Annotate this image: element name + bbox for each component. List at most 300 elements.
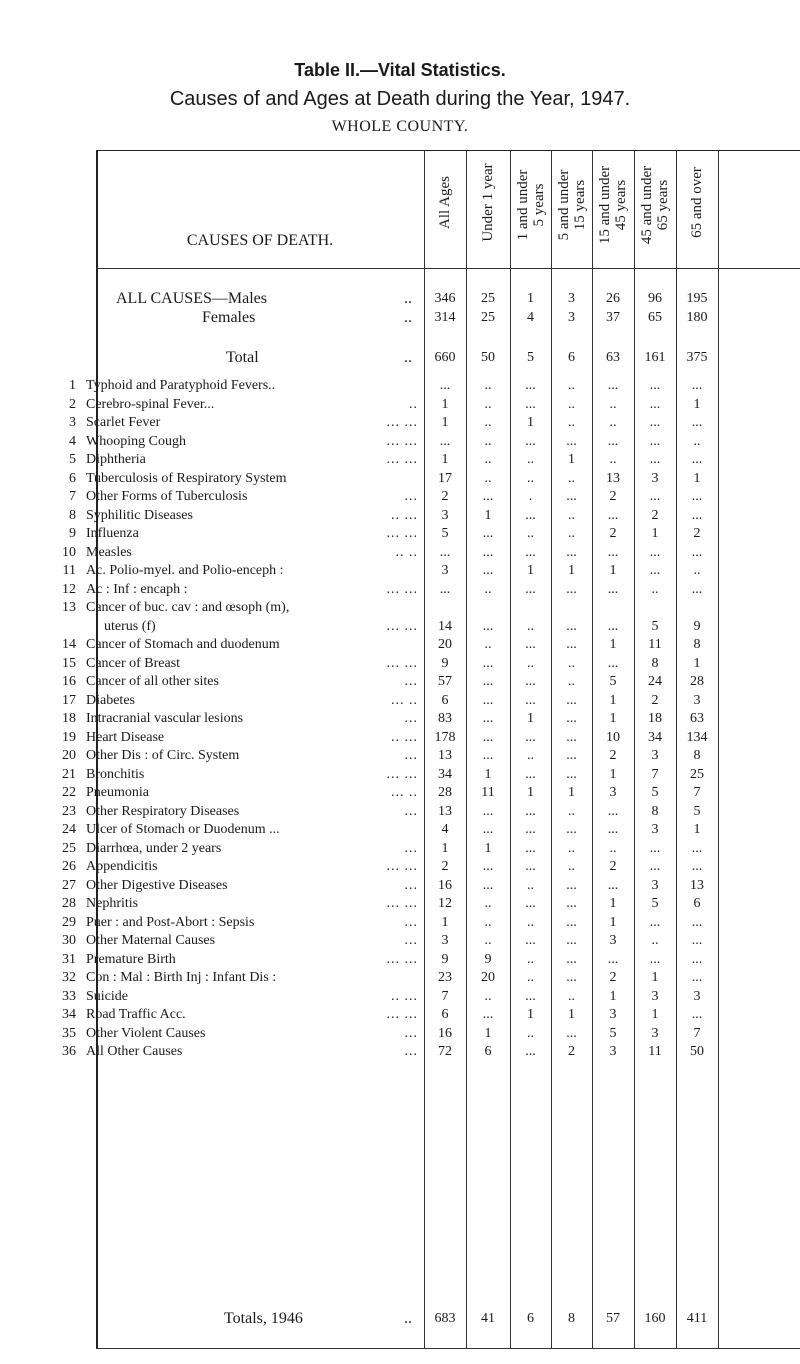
table-cell: ... [607, 878, 619, 893]
cause-label: Diabetes [86, 693, 135, 708]
table-cell: .. [484, 378, 492, 393]
cause-label: Other Forms of Tuberculosis [86, 489, 248, 504]
cause-label: Syphilitic Diseases [86, 508, 193, 523]
cause-label: Suicide [86, 989, 128, 1004]
table-cell: ... [525, 841, 536, 856]
row-number: 27 [62, 878, 76, 893]
table-cell: ... [482, 693, 494, 708]
table-cell: ... [566, 896, 577, 911]
table-cell: ... [649, 841, 661, 856]
row-number: 6 [69, 471, 76, 486]
table-cell: 1 [609, 915, 617, 930]
table-cell: 3 [568, 291, 575, 306]
summary-row-dots: .. [404, 309, 412, 326]
table-cell: 13 [438, 748, 452, 763]
table-cell: 13 [606, 471, 620, 486]
table-cell: 1 [609, 637, 617, 652]
table-cell: ... [525, 822, 536, 837]
table-cell: ... [566, 767, 577, 782]
leader-dots: ... .. [391, 785, 418, 800]
table-cell: 4 [527, 310, 534, 325]
table-cell: 3 [693, 693, 701, 708]
table-cell: .. [693, 434, 701, 449]
table-cell: .. [527, 915, 534, 930]
cause-label: Other Violent Causes [86, 1026, 206, 1041]
table-cell: ... [607, 582, 619, 597]
table-cell: .. [527, 526, 534, 541]
table-cell: 411 [686, 1311, 708, 1326]
table-cell: .. [484, 896, 492, 911]
table-cell: .. [527, 970, 534, 985]
age-column-header: Under 1 year [480, 163, 496, 242]
table-cell: 14 [438, 619, 452, 634]
row-number: 31 [62, 952, 76, 967]
table-cell: 9 [484, 952, 492, 967]
table-cell: 96 [648, 291, 662, 306]
table-cell: ... [691, 378, 703, 393]
table-cell: 195 [686, 291, 708, 306]
totals-1946-label: Totals, 1946 [224, 1310, 303, 1327]
row-number: 33 [62, 989, 76, 1004]
summary-row-dots: .. [404, 349, 412, 366]
table-cell: .. [484, 397, 492, 412]
table-cell: 6 [484, 1044, 492, 1059]
summary-row-label: Females [202, 309, 256, 326]
table-cell: 5 [527, 350, 534, 365]
table-cell: ... [566, 619, 577, 634]
table-cell: 2 [693, 526, 701, 541]
table-cell: ... [607, 656, 619, 671]
table-cell: ... [607, 378, 619, 393]
table-cell: 13 [438, 804, 452, 819]
table-cell: ... [439, 434, 451, 449]
table-cell: 5 [609, 1026, 617, 1041]
table-cell: ... [482, 674, 494, 689]
table-cell: ... [566, 434, 577, 449]
table-cell: ... [566, 711, 577, 726]
leader-dots: ... .. [391, 693, 418, 708]
row-number: 15 [62, 656, 76, 671]
table-cell: 1 [441, 841, 449, 856]
table-cell: 1 [568, 563, 575, 578]
table-cell: ... [482, 711, 494, 726]
table-cell: 3 [609, 785, 617, 800]
table-cell: 25 [690, 767, 704, 782]
table-cell: 20 [438, 637, 452, 652]
row-number: 25 [62, 841, 76, 856]
table-cell: 180 [686, 310, 708, 325]
table-cell: ... [691, 415, 703, 430]
table-cell: ... [691, 1007, 703, 1022]
table-cell: ... [691, 508, 703, 523]
table-cell: 50 [481, 350, 495, 365]
table-cell: 3 [568, 310, 575, 325]
table-cell: 3 [651, 471, 659, 486]
table-cell: 1 [441, 397, 449, 412]
cause-label: Premature Birth [86, 952, 176, 967]
leader-dots: ... ... [386, 415, 418, 430]
table-cell: ... [482, 859, 494, 874]
leader-dots: ... [404, 674, 418, 689]
table-cell: 2 [609, 859, 617, 874]
row-number: 17 [62, 693, 76, 708]
table-cell: 83 [438, 711, 452, 726]
row-number: 30 [62, 933, 76, 948]
table-cell: 5 [651, 896, 659, 911]
cause-label: Cancer of all other sites [86, 674, 219, 689]
table-cell: ... [566, 952, 577, 967]
table-cell: .. [484, 933, 492, 948]
table-cell: 1 [527, 711, 534, 726]
leader-dots: ... ... [386, 1007, 418, 1022]
cause-label: Typhoid and Paratyphoid Fevers.. [86, 378, 276, 393]
table-cell: ... [607, 804, 619, 819]
table-cell: 1 [609, 767, 617, 782]
table-cell: ... [482, 804, 494, 819]
table-cell: ... [525, 397, 536, 412]
row-number: 24 [62, 822, 76, 837]
table-cell: .. [609, 452, 617, 467]
table-cell: .. [527, 878, 534, 893]
table-cell: 161 [644, 350, 666, 365]
cause-label: Ulcer of Stomach or Duodenum ... [86, 822, 280, 837]
table-cell: . [528, 489, 533, 504]
table-cell: .. [527, 656, 534, 671]
leader-dots: ... [404, 1026, 418, 1041]
table-cell: 1 [484, 508, 492, 523]
table-cell: .. [568, 804, 575, 819]
table-cell: 1 [609, 989, 617, 1004]
table-cell: .. [568, 841, 575, 856]
row-number: 3 [69, 415, 76, 430]
table-cell: 6 [568, 350, 575, 365]
cause-label: Nephritis [86, 896, 139, 911]
table-cell: 1 [527, 415, 534, 430]
cause-label: Bronchitis [86, 767, 145, 782]
table-cell: 6 [441, 1007, 449, 1022]
leader-dots: .. ... [391, 508, 418, 523]
table-cell: 2 [609, 489, 617, 504]
table-cell: .. [527, 471, 534, 486]
cause-label: Diarrhœa, under 2 years [86, 841, 222, 856]
table-cell: .. [484, 434, 492, 449]
leader-dots: .. .. [395, 545, 418, 560]
table-cell: ... [525, 767, 536, 782]
table-cell: 1 [441, 915, 449, 930]
cause-label: Cancer of buc. cav : and œsoph (m), [86, 600, 290, 615]
table-cell: 37 [606, 310, 620, 325]
table-cell: ... [691, 452, 703, 467]
row-number: 9 [69, 526, 76, 541]
table-cell: ... [649, 859, 661, 874]
table-cell: .. [527, 1026, 534, 1041]
table-cell: 1 [484, 1026, 492, 1041]
totals-1946-dots: .. [404, 1310, 412, 1327]
table-cell: ... [649, 378, 661, 393]
table-cell: 3 [609, 1044, 617, 1059]
leader-dots: ... ... [386, 582, 418, 597]
summary-row-label: ALL CAUSES—Males [116, 290, 267, 307]
leader-dots: ... ... [386, 656, 418, 671]
table-cell: ... [691, 915, 703, 930]
table-cell: ... [482, 563, 494, 578]
area-label: WHOLE COUNTY. [331, 118, 469, 135]
table-cell: 1 [568, 785, 575, 800]
row-number: 7 [69, 489, 76, 504]
table-cell: ... [649, 489, 661, 504]
table-cell: 1 [693, 397, 701, 412]
table-cell: 3 [693, 989, 701, 1004]
table-cell: 2 [651, 693, 659, 708]
table-cell: ... [566, 637, 577, 652]
row-number: 22 [62, 785, 76, 800]
table-cell: ... [566, 1026, 577, 1041]
cause-label: Ac : Inf : encaph : [86, 582, 188, 597]
table-cell: 1 [441, 452, 449, 467]
leader-dots: ... [404, 1044, 418, 1059]
table-cell: 375 [686, 350, 708, 365]
table-cell: 26 [606, 291, 620, 306]
table-cell: .. [527, 619, 534, 634]
table-cell: ... [482, 878, 494, 893]
table-cell: 10 [606, 730, 620, 745]
table-cell: 1 [527, 1007, 534, 1022]
row-number: 36 [62, 1044, 76, 1059]
table-cell: .. [568, 656, 575, 671]
table-cell: ... [649, 915, 661, 930]
table-cell: 5 [651, 619, 659, 634]
leader-dots: .. ... [391, 989, 418, 1004]
table-cell: 9 [441, 952, 449, 967]
table-cell: 11 [648, 1044, 662, 1059]
table-cell: 7 [693, 785, 701, 800]
table-cell: ... [566, 730, 577, 745]
leader-dots: ... ... [386, 767, 418, 782]
table-cell: ... [607, 434, 619, 449]
table-cell: .. [527, 452, 534, 467]
table-cell: ... [525, 859, 536, 874]
row-number: 35 [62, 1026, 76, 1041]
table-cell: ... [566, 748, 577, 763]
table-cell: 683 [434, 1311, 456, 1326]
row-number: 20 [62, 748, 76, 763]
table-cell: 1 [693, 822, 701, 837]
table-cell: ... [566, 878, 577, 893]
table-cell: ... [566, 545, 577, 560]
cause-label: Measles [86, 545, 132, 560]
table-cell: .. [568, 508, 575, 523]
cause-label: Road Traffic Acc. [86, 1007, 186, 1022]
table-cell: ... [607, 619, 619, 634]
row-number: 28 [62, 896, 76, 911]
cause-label: All Other Causes [86, 1044, 183, 1059]
table-cell: .. [651, 582, 659, 597]
leader-dots: ... [404, 933, 418, 948]
age-column-header: 65 and over [689, 167, 705, 238]
table-cell: ... [566, 970, 577, 985]
table-cell: 41 [481, 1311, 495, 1326]
table-cell: 8 [651, 656, 659, 671]
row-number: 10 [62, 545, 76, 560]
table-cell: 63 [690, 711, 704, 726]
table-cell: ... [525, 545, 536, 560]
cause-label: Scarlet Fever [86, 415, 161, 430]
cause-label: Tuberculosis of Respiratory System [86, 471, 287, 486]
table-cell: ... [566, 915, 577, 930]
leader-dots: ... ... [386, 452, 418, 467]
row-number: 1 [69, 378, 76, 393]
table-cell: 8 [651, 804, 659, 819]
table-cell: 9 [693, 619, 701, 634]
table-cell: ... [525, 693, 536, 708]
table-cell: 25 [481, 291, 495, 306]
table-cell: ... [525, 508, 536, 523]
table-cell: 7 [693, 1026, 701, 1041]
table-cell: ... [439, 582, 451, 597]
table-cell: 13 [690, 878, 704, 893]
table-cell: 1 [609, 693, 617, 708]
table-cell: ... [525, 434, 536, 449]
table-cell: 1 [527, 563, 534, 578]
table-cell: 8 [693, 748, 701, 763]
table-cell: ... [439, 378, 451, 393]
table-cell: 3 [609, 1007, 617, 1022]
table-cell: 2 [609, 526, 617, 541]
table-cell: 3 [651, 989, 659, 1004]
table-cell: 34 [438, 767, 452, 782]
table-cell: ... [525, 730, 536, 745]
table-cell: 5 [609, 674, 617, 689]
table-cell: 72 [438, 1044, 452, 1059]
row-number: 21 [62, 767, 76, 782]
table-cell: ... [482, 489, 494, 504]
table-cell: .. [484, 637, 492, 652]
table-cell: 6 [441, 693, 449, 708]
table-cell: .. [609, 397, 617, 412]
causes-column-header: CAUSES OF DEATH. [186, 232, 334, 249]
row-number: 29 [62, 915, 76, 930]
table-cell: ... [525, 1044, 536, 1059]
table-cell: 660 [434, 350, 456, 365]
table-cell: .. [484, 452, 492, 467]
table-cell: 3 [441, 508, 449, 523]
table-cell: 160 [644, 1311, 666, 1326]
table-cell: .. [568, 471, 575, 486]
table-cell: 1 [609, 711, 617, 726]
table-cell: 3 [651, 1026, 659, 1041]
table-cell: 1 [651, 526, 659, 541]
table-cell: 3 [651, 878, 659, 893]
row-number: 32 [62, 970, 76, 985]
leader-dots: ... [404, 878, 418, 893]
table-cell: ... [607, 822, 619, 837]
table-cell: ... [525, 804, 536, 819]
header-divider [96, 268, 800, 269]
cause-label: Cerebro-spinal Fever... [86, 397, 215, 412]
table-cell: 5 [651, 785, 659, 800]
table-cell: 1 [651, 1007, 659, 1022]
leader-dots: ... [404, 804, 418, 819]
table-cell: 63 [606, 350, 620, 365]
row-number: 5 [69, 452, 76, 467]
table-cell: 3 [651, 822, 659, 837]
table-cell: ... [607, 545, 619, 560]
cause-label: Other Maternal Causes [86, 933, 216, 948]
age-column-header: 45 and under 65 years [639, 165, 671, 245]
table-cell: 1 [527, 291, 534, 306]
table-cell: ... [607, 508, 619, 523]
table-cell: 2 [441, 489, 449, 504]
leader-dots: ... [404, 489, 418, 504]
table-cell: .. [527, 952, 534, 967]
age-column-header: 5 and under 15 years [555, 169, 588, 241]
table-cell: 2 [609, 748, 617, 763]
leader-dots: ... ... [386, 434, 418, 449]
row-number: 4 [69, 434, 76, 449]
table-cell: .. [484, 471, 492, 486]
leader-dots: ... ... [386, 952, 418, 967]
table-cell: 8 [693, 637, 701, 652]
table-title: Table II.—Vital Statistics. [294, 60, 506, 80]
table-cell: ... [649, 452, 661, 467]
table-cell: 134 [686, 730, 708, 745]
table-cell: 5 [441, 526, 449, 541]
table-cell: .. [693, 563, 701, 578]
table-cell: 8 [568, 1311, 575, 1326]
table-cell: ... [482, 748, 494, 763]
table-cell: 1 [441, 415, 449, 430]
leader-dots: ... ... [386, 619, 418, 634]
leader-dots: ... ... [386, 859, 418, 874]
table-cell: ... [482, 730, 494, 745]
table-cell: 65 [648, 310, 662, 325]
table-row [0, 598, 800, 618]
table-cell: 3 [441, 563, 449, 578]
table-cell: 1 [568, 452, 575, 467]
table-cell: 16 [438, 878, 452, 893]
table-cell: .. [568, 415, 575, 430]
table-cell: 3 [609, 933, 617, 948]
leader-dots: .. ... [391, 730, 418, 745]
summary-row-label: Total [226, 349, 259, 366]
cause-label: uterus (f) [104, 619, 156, 634]
table-cell: ... [525, 674, 536, 689]
table-cell: ... [525, 989, 536, 1004]
table-cell: 20 [481, 970, 495, 985]
table-cell: 3 [651, 748, 659, 763]
table-cell: 23 [438, 970, 452, 985]
cause-label: Intracranial vascular lesions [86, 711, 244, 726]
cause-label: Other Respiratory Diseases [86, 804, 240, 819]
table-cell: 50 [690, 1044, 704, 1059]
cause-label: Cancer of Breast [86, 656, 181, 671]
table-cell: ... [482, 822, 494, 837]
table-cell: ... [566, 582, 577, 597]
table-cell: ... [482, 545, 494, 560]
leader-dots: ... ... [386, 526, 418, 541]
cause-label: Other Digestive Diseases [86, 878, 228, 893]
table-cell: 2 [609, 970, 617, 985]
table-cell: ... [691, 489, 703, 504]
table-cell: 6 [527, 1311, 534, 1326]
table-cell: ... [566, 693, 577, 708]
table-cell: 1 [568, 1007, 575, 1022]
table-cell: 7 [651, 767, 659, 782]
table-cell: ... [649, 434, 661, 449]
leader-dots: ... [404, 748, 418, 763]
table-cell: ... [691, 545, 703, 560]
table-cell: 346 [434, 291, 456, 306]
